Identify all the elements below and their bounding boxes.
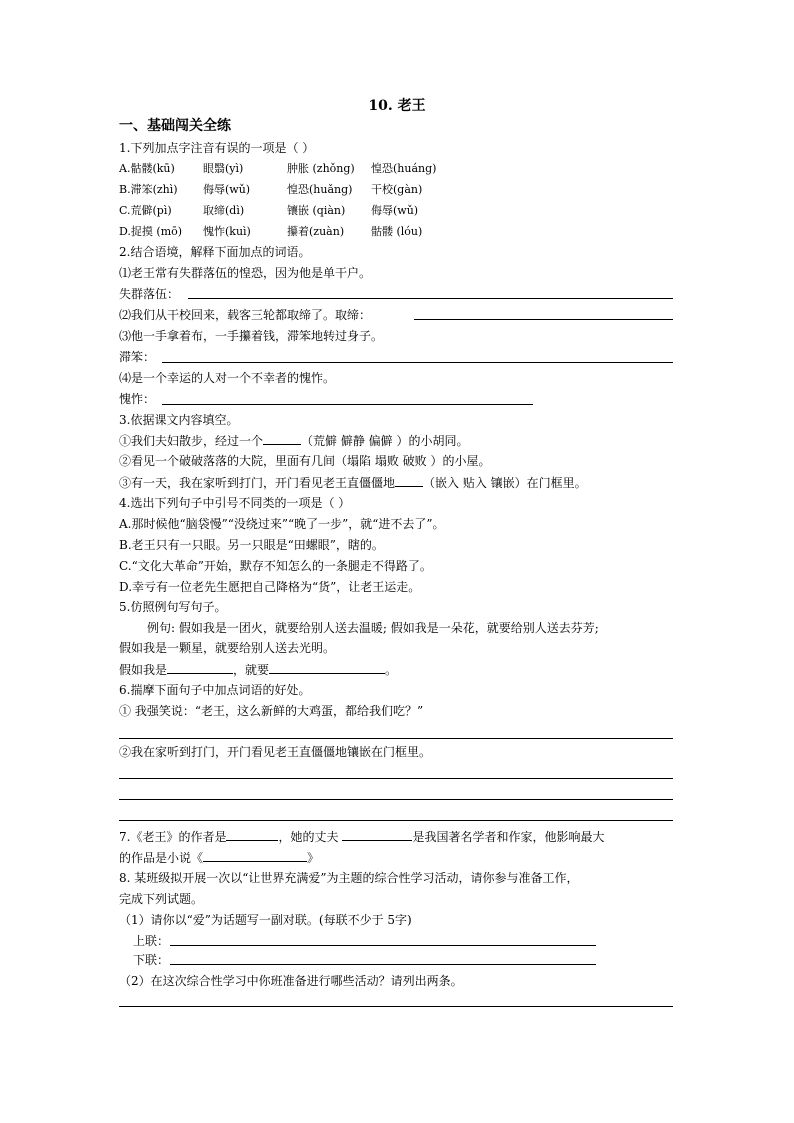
q1-d-3: 攥着(zuàn) (287, 225, 345, 238)
q6-answer-2-line-2[interactable] (119, 799, 673, 800)
q3-item-3-text-b: （嵌入 贴入 镶嵌）在门框里。 (423, 476, 587, 490)
q1-stem: 1.下列加点字注音有误的一项是（ ） (119, 141, 315, 155)
q2-answer-2-line[interactable] (414, 319, 673, 320)
q1-b-3: 惶恐(huǎng) (287, 183, 353, 196)
q1-d-4: 骷髅 (lóu) (371, 225, 423, 238)
q2-answer-3-label: 滞笨： (119, 350, 156, 364)
q1-a-1: A.骷髅(kū) (119, 162, 175, 175)
q2-sentence-4: ⑷是一个幸运的人对一个不幸者的愧怍。 (119, 371, 336, 385)
q7-blank-husband[interactable] (342, 828, 412, 841)
q2-sentence-1: ⑴老王常有失群落伍的惶恐，因为他是单干户。 (119, 266, 372, 280)
q3-item-3 (119, 474, 587, 491)
q8-part-2: （2）在这次综合性学习中你班准备进行哪些活动？请列出两条。 (119, 974, 463, 988)
q8-line-1: 8. 某班级拟开展一次以“让世界充满爱”为主题的综合性学习活动，请你参与准备工作， (119, 871, 579, 885)
q8-part-2-answer-line[interactable] (119, 1006, 673, 1007)
q2-answer-3-line[interactable] (162, 362, 673, 363)
q5-stem: 5.仿照例句写句子。 (119, 600, 227, 614)
q6-stem: 6.揣摩下面句子中加点词语的好处。 (119, 683, 311, 697)
q1-c-1: C.荒僻(pì) (119, 204, 172, 217)
q8-lower-couplet-line[interactable] (170, 964, 596, 965)
q6-sentence-2: ②我在家听到打门，开门看见老王直僵僵地镶嵌在门框里。 (119, 745, 432, 759)
q5-fill-text-1: 假如我是 (119, 663, 168, 677)
q2-stem: 2.结合语境，解释下面加点的词语。 (119, 245, 311, 259)
q7-blank-author[interactable] (226, 828, 278, 841)
q8-upper-couplet-label: 上联： (133, 934, 170, 948)
q3-item-3-text-a: ③有一天，我在家听到打门，开门看见老王直僵僵地 (119, 476, 396, 490)
q8-part-1: （1）请你以“爱”为话题写一副对联。(每联不少于 5字) (119, 913, 412, 927)
q8-upper-couplet-line[interactable] (170, 945, 596, 946)
q5-blank-1[interactable] (167, 661, 233, 674)
q1-option-b (119, 182, 422, 198)
q1-option-d (119, 224, 422, 240)
q1-a-3: 肿胀 (zhǒng) (287, 162, 355, 175)
page-title: 10. 老王 (368, 98, 426, 114)
q8-lower-couplet-label: 下联： (133, 953, 170, 967)
q4-option-a: A.那时候他“脑袋慢”“没绕过来”“晚了一步”，就“进不去了”。 (119, 517, 445, 531)
q6-answer-2-line-3[interactable] (119, 820, 673, 821)
q1-b-1: B.滞笨(zhì) (119, 183, 178, 196)
q1-c-3: 镶嵌 (qiàn) (287, 204, 346, 217)
q5-blank-2[interactable] (269, 661, 385, 674)
q2-sentence-2: ⑵我们从干校回来，载客三轮都取缔了。取缔： (119, 308, 372, 322)
q4-option-d: D.幸亏有一位老先生愿把自己降格为“货”，让老王运走。 (119, 580, 421, 594)
q1-a-2: 眼翳(yì) (203, 162, 244, 175)
q7-text-4: 的作品是小说《 (119, 851, 204, 865)
q4-option-b: B.老王只有一只眼。另一只眼是“田螺眼”，瞎的。 (119, 538, 384, 552)
q2-sentence-3: ⑶他一手拿着布，一手攥着钱，滞笨地转过身子。 (119, 329, 384, 343)
q1-option-c (119, 203, 418, 219)
q7-blank-novel[interactable] (203, 849, 307, 862)
section-heading: 一、基础闯关全练 (119, 118, 231, 134)
q3-blank-1[interactable] (263, 432, 301, 445)
q3-item-2: ②看见一个破破落落的大院，里面有几间（塌陷 塌败 破败 ）的小屋。 (119, 454, 491, 468)
q1-b-4: 干校(gàn) (371, 183, 423, 196)
q7-text-5: 》 (307, 851, 320, 865)
q3-stem: 3.依据课文内容填空。 (119, 413, 239, 427)
q1-d-2: 愧怍(kuì) (203, 225, 251, 238)
q5-example-line-2: 假如我是一颗星，就要给别人送去光明。 (119, 641, 336, 655)
q2-answer-1-line[interactable] (188, 298, 673, 299)
q1-option-a (119, 161, 436, 177)
q3-item-1-text-b: （荒僻 僻静 偏僻 ）的小胡同。 (301, 434, 469, 448)
q5-fill-text-3: 。 (385, 663, 398, 677)
q2-answer-1-label: 失群落伍： (119, 287, 180, 301)
q6-answer-2-line-1[interactable] (119, 778, 673, 779)
q6-sentence-1: ① 我强笑说：“老王，这么新鲜的大鸡蛋，都给我们吃？” (119, 704, 424, 718)
q3-item-1-text-a: ①我们夫妇散步，经过一个 (119, 434, 264, 448)
q3-item-1 (119, 432, 468, 449)
q6-answer-1-line[interactable] (119, 738, 673, 739)
q1-c-4: 侮辱(wǔ) (371, 204, 419, 217)
q1-a-4: 惶恐(huáng) (371, 162, 437, 175)
q4-stem: 4.选出下列句子中引号不同类的一项是（ ） (119, 496, 351, 510)
q3-blank-3[interactable] (395, 474, 423, 487)
q8-line-2: 完成下列试题。 (119, 892, 204, 906)
q5-example-line-1: 例句: 假如我是一团火，就要给别人送去温暖; 假如我是一朵花，就要给别人送去芬芳; (147, 621, 599, 635)
q4-option-c: C.“文化大革命”开始，默存不知怎么的一条腿走不得路了。 (119, 559, 432, 573)
q7-text-3: 是我国著名学者和作家，他影响最大 (412, 830, 605, 844)
q1-b-2: 侮辱(wǔ) (203, 183, 251, 196)
q7-text-2: ，她的丈夫 (278, 830, 339, 844)
q7-line-2 (119, 849, 319, 866)
q2-answer-4-label: 愧怍： (119, 392, 156, 406)
q7-text-1: 7.《老王》的作者是 (119, 830, 227, 844)
q7-line-1 (119, 828, 604, 845)
q1-c-2: 取缔(dì) (203, 204, 245, 217)
q2-answer-4-line[interactable] (162, 404, 533, 405)
q5-fill-line (119, 661, 397, 678)
q1-d-1: D.捉摸 (mō) (119, 225, 183, 238)
q5-fill-text-2: ，就要 (233, 663, 270, 677)
